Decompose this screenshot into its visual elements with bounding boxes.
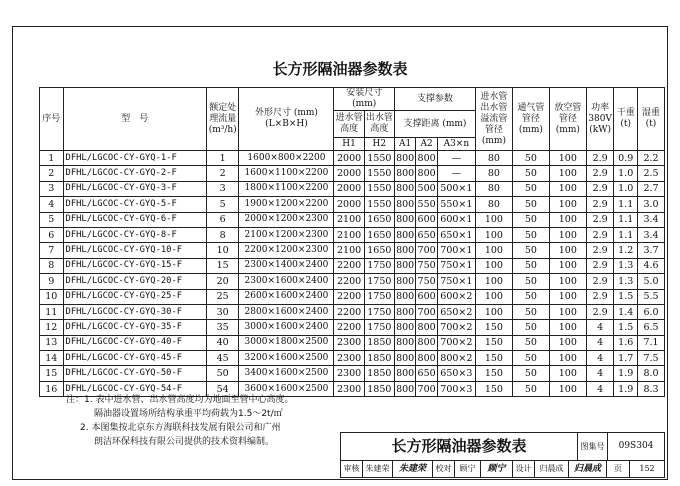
cell-a3: 650×3 — [437, 366, 475, 381]
cell-h2: 1850 — [364, 335, 394, 350]
cell-h1: 2200 — [334, 320, 364, 335]
cell-drain: 100 — [549, 304, 586, 319]
cell-a2: 600 — [416, 212, 437, 227]
table-row — [40, 197, 665, 212]
cell-dims: 2300×1400×2400 — [239, 258, 334, 273]
cell-h2: 1850 — [364, 351, 394, 366]
cell-a3: 500×1 — [437, 181, 475, 196]
cell-dims: 3200×1600×2500 — [239, 351, 334, 366]
cell-dry: 1.5 — [614, 320, 638, 335]
cell-flow: 5 — [206, 197, 238, 212]
cell-model: DFHL/LGCOC-CY-GYQ-35-F — [63, 320, 206, 335]
cell-h2: 1750 — [364, 274, 394, 289]
header-h1: H1 — [334, 138, 364, 151]
cell-a2: 750 — [416, 274, 437, 289]
cell-a3: — — [437, 151, 475, 166]
cell-dry: 1.9 — [614, 381, 638, 396]
cell-a3: 550×1 — [437, 197, 475, 212]
cell-vent: 50 — [512, 335, 549, 350]
cell-model: DFHL/LGCOC-CY-GYQ-45-F — [63, 351, 206, 366]
cell-vent: 50 — [512, 181, 549, 196]
cell-h2: 1650 — [364, 243, 394, 258]
cell-power: 4 — [586, 335, 614, 350]
cell-wet: 3.0 — [638, 197, 665, 212]
cell-model: DFHL/LGCOC-CY-GYQ-20-F — [63, 274, 206, 289]
cell-vent: 50 — [512, 243, 549, 258]
cell-flow: 45 — [206, 351, 238, 366]
cell-h2: 1650 — [364, 227, 394, 242]
cell-power: 4 — [586, 351, 614, 366]
cell-model: DFHL/LGCOC-CY-GYQ-50-F — [63, 366, 206, 381]
cell-flow: 8 — [206, 227, 238, 242]
cell-power: 2.9 — [586, 243, 614, 258]
cell-a2: 700 — [416, 243, 437, 258]
cell-dims: 1900×1200×2200 — [239, 197, 334, 212]
cell-a1: 800 — [394, 212, 415, 227]
cell-pipe: 100 — [475, 212, 512, 227]
cell-dims: 1800×1100×2200 — [239, 181, 334, 196]
cell-power: 2.9 — [586, 258, 614, 273]
cell-dry: 1.1 — [614, 227, 638, 242]
cell-wet: 8.0 — [638, 366, 665, 381]
cell-wet: 3.4 — [638, 212, 665, 227]
header-dry: 干重 (t) — [614, 88, 638, 151]
cell-no: 9 — [40, 274, 64, 289]
cell-h1: 2000 — [334, 181, 364, 196]
cell-flow: 15 — [206, 258, 238, 273]
cell-drain: 100 — [549, 181, 586, 196]
cell-a3: 700×1 — [437, 243, 475, 258]
cell-no: 7 — [40, 243, 64, 258]
cell-a3: 800×2 — [437, 351, 475, 366]
cell-model: DFHL/LGCOC-CY-GYQ-10-F — [63, 243, 206, 258]
cell-dims: 1600×800×2200 — [239, 151, 334, 166]
title-block-signatures — [341, 461, 664, 477]
header-support-distance: 支撑距离 (mm) — [394, 111, 475, 138]
cell-wet: 5.0 — [638, 274, 665, 289]
cell-no: 2 — [40, 166, 64, 181]
cell-h2: 1750 — [364, 320, 394, 335]
page-label: 页 — [607, 461, 630, 477]
cell-dry: 1.7 — [614, 351, 638, 366]
cell-no: 5 — [40, 212, 64, 227]
cell-dry: 1.9 — [614, 366, 638, 381]
table-row — [40, 289, 665, 304]
cell-model: DFHL/LGCOC-CY-GYQ-1-F — [63, 151, 206, 166]
cell-pipe: 100 — [475, 258, 512, 273]
cell-dry: 1.3 — [614, 258, 638, 273]
cell-dry: 1.6 — [614, 335, 638, 350]
cell-a1: 800 — [394, 381, 415, 396]
cell-no: 4 — [40, 197, 64, 212]
cell-no: 11 — [40, 304, 64, 319]
cell-pipe: 80 — [475, 166, 512, 181]
cell-wet: 2.7 — [638, 181, 665, 196]
cell-pipe: 100 — [475, 274, 512, 289]
cell-vent: 50 — [512, 289, 549, 304]
cell-a1: 800 — [394, 274, 415, 289]
cell-model: DFHL/LGCOC-CY-GYQ-6-F — [63, 212, 206, 227]
cell-h1: 2000 — [334, 197, 364, 212]
cell-dry: 1.0 — [614, 166, 638, 181]
designer-name: 归晨成 — [535, 461, 569, 477]
cell-h2: 1650 — [364, 212, 394, 227]
cell-pipe: 80 — [475, 181, 512, 196]
cell-h1: 2200 — [334, 258, 364, 273]
atlas-label: 图集号 — [578, 433, 608, 461]
cell-a2: 650 — [416, 227, 437, 242]
cell-a2: 750 — [416, 258, 437, 273]
cell-wet: 2.5 — [638, 166, 665, 181]
atlas-number: 09S304 — [608, 433, 664, 461]
cell-a1: 800 — [394, 166, 415, 181]
cell-no: 1 — [40, 151, 64, 166]
cell-pipe: 100 — [475, 289, 512, 304]
cell-wet: 3.4 — [638, 227, 665, 242]
cell-power: 2.9 — [586, 274, 614, 289]
cell-power: 2.9 — [586, 289, 614, 304]
cell-a2: 650 — [416, 366, 437, 381]
header-outlet-height: 出水管高度 — [364, 111, 394, 138]
cell-flow: 1 — [206, 151, 238, 166]
cell-h2: 1750 — [364, 304, 394, 319]
page-number: 152 — [639, 464, 655, 473]
cell-dims: 3400×1600×2500 — [239, 366, 334, 381]
cell-a1: 800 — [394, 320, 415, 335]
note-2: 2. 本图集按北京东方海联科技发展有限公司和广州 — [80, 423, 281, 433]
cell-flow: 25 — [206, 289, 238, 304]
cell-vent: 50 — [512, 274, 549, 289]
cell-pipe: 150 — [475, 320, 512, 335]
cell-flow: 2 — [206, 166, 238, 181]
cell-a3: — — [437, 166, 475, 181]
cell-wet: 7.5 — [638, 351, 665, 366]
cell-pipe: 100 — [475, 227, 512, 242]
cell-vent: 50 — [512, 381, 549, 396]
cell-flow: 10 — [206, 243, 238, 258]
cell-flow: 50 — [206, 366, 238, 381]
cell-drain: 100 — [549, 289, 586, 304]
cell-a1: 800 — [394, 258, 415, 273]
cell-drain: 100 — [549, 381, 586, 396]
cell-pipe: 80 — [475, 197, 512, 212]
cell-h1: 2300 — [334, 381, 364, 396]
header-no: 序号 — [40, 88, 64, 151]
cell-h1: 2100 — [334, 212, 364, 227]
cell-wet: 5.5 — [638, 289, 665, 304]
cell-h1: 2300 — [334, 351, 364, 366]
cell-a2: 800 — [416, 166, 437, 181]
cell-dims: 3600×1600×2500 — [239, 381, 334, 396]
cell-wet: 7.1 — [638, 335, 665, 350]
cell-model: DFHL/LGCOC-CY-GYQ-40-F — [63, 335, 206, 350]
table-row — [40, 320, 665, 335]
cell-a3: 600×1 — [437, 212, 475, 227]
cell-a1: 800 — [394, 227, 415, 242]
cell-model: DFHL/LGCOC-CY-GYQ-2-F — [63, 166, 206, 181]
header-pipe: 进水管出水管溢流管管径 (mm) — [475, 88, 512, 151]
cell-a3: 750×1 — [437, 258, 475, 273]
cell-a3: 700×2 — [437, 320, 475, 335]
cell-power: 2.9 — [586, 197, 614, 212]
cell-power: 2.9 — [586, 212, 614, 227]
cell-dry: 1.0 — [614, 181, 638, 196]
cell-a2: 550 — [416, 197, 437, 212]
cell-vent: 50 — [512, 258, 549, 273]
cell-power: 2.9 — [586, 304, 614, 319]
cell-h2: 1850 — [364, 366, 394, 381]
cell-pipe: 150 — [475, 351, 512, 366]
table-row — [40, 212, 665, 227]
cell-drain: 100 — [549, 243, 586, 258]
cell-model: DFHL/LGCOC-CY-GYQ-25-F — [63, 289, 206, 304]
cell-h2: 1750 — [364, 258, 394, 273]
cell-drain: 100 — [549, 320, 586, 335]
page-title: 长方形隔油器参数表 — [272, 60, 408, 78]
proof-label: 校对 — [433, 461, 455, 477]
cell-h1: 2200 — [334, 304, 364, 319]
cell-vent: 50 — [512, 166, 549, 181]
cell-model: DFHL/LGCOC-CY-GYQ-3-F — [63, 181, 206, 196]
cell-model: DFHL/LGCOC-CY-GYQ-15-F — [63, 258, 206, 273]
header-install: 安装尺寸 (mm) — [334, 88, 395, 111]
cell-flow: 54 — [206, 381, 238, 396]
cell-power: 4 — [586, 320, 614, 335]
cell-wet: 3.7 — [638, 243, 665, 258]
note-1: 1. 表中进水管、出水管高度均为地面至管中心高度。 — [84, 395, 294, 405]
cell-a3: 600×2 — [437, 289, 475, 304]
cell-no: 15 — [40, 366, 64, 381]
header-vent: 通气管管径 (mm) — [512, 88, 549, 151]
design-label: 设计 — [513, 461, 535, 477]
cell-drain: 100 — [549, 227, 586, 242]
cell-drain: 100 — [549, 197, 586, 212]
cell-vent: 50 — [512, 197, 549, 212]
cell-a3: 650×1 — [437, 227, 475, 242]
cell-a1: 800 — [394, 335, 415, 350]
table-row — [40, 274, 665, 289]
cell-pipe: 150 — [475, 381, 512, 396]
cell-drain: 100 — [549, 151, 586, 166]
notes-label: 注： — [66, 395, 85, 405]
cell-a2: 700 — [416, 381, 437, 396]
cell-a3: 650×2 — [437, 304, 475, 319]
header-flow: 额定处理流量 (m³/h) — [206, 88, 238, 151]
cell-h1: 2200 — [334, 289, 364, 304]
cell-flow: 6 — [206, 212, 238, 227]
cell-power: 2.9 — [586, 227, 614, 242]
cell-h2: 1550 — [364, 181, 394, 196]
cell-no: 3 — [40, 181, 64, 196]
header-inlet-height: 进水管高度 — [334, 111, 364, 138]
cell-a1: 800 — [394, 181, 415, 196]
cell-wet: 2.2 — [638, 151, 665, 166]
cell-a2: 800 — [416, 351, 437, 366]
cell-power: 4 — [586, 366, 614, 381]
cell-vent: 50 — [512, 227, 549, 242]
cell-dims: 3000×1800×2500 — [239, 335, 334, 350]
header-model: 型 号 — [63, 88, 206, 151]
proofer-signature: 顾宁 — [481, 461, 513, 477]
cell-wet: 8.3 — [638, 381, 665, 396]
cell-dry: 1.5 — [614, 289, 638, 304]
cell-a3: 700×3 — [437, 381, 475, 396]
cell-no: 6 — [40, 227, 64, 242]
cell-no: 13 — [40, 335, 64, 350]
cell-drain: 100 — [549, 335, 586, 350]
cell-a1: 800 — [394, 289, 415, 304]
table-row — [40, 366, 665, 381]
cell-a1: 800 — [394, 304, 415, 319]
cell-dims: 3000×1600×2400 — [239, 320, 334, 335]
cell-a2: 600 — [416, 289, 437, 304]
cell-h2: 1850 — [364, 381, 394, 396]
cell-vent: 50 — [512, 366, 549, 381]
cell-no: 8 — [40, 258, 64, 273]
cell-a1: 800 — [394, 243, 415, 258]
cell-a1: 800 — [394, 151, 415, 166]
cell-pipe: 100 — [475, 243, 512, 258]
cell-dry: 0.9 — [614, 151, 638, 166]
cell-model: DFHL/LGCOC-CY-GYQ-54-F — [63, 381, 206, 396]
cell-model: DFHL/LGCOC-CY-GYQ-5-F — [63, 197, 206, 212]
cell-dims: 2200×1200×2300 — [239, 243, 334, 258]
cell-wet: 6.5 — [638, 320, 665, 335]
cell-vent: 50 — [512, 151, 549, 166]
cell-pipe: 80 — [475, 151, 512, 166]
cell-vent: 50 — [512, 351, 549, 366]
note-2b: 朗洁环保科技有限公司提供的技术资料编制。 — [94, 437, 275, 447]
cell-dims: 2100×1200×2300 — [239, 227, 334, 242]
cell-vent: 50 — [512, 212, 549, 227]
table-row — [40, 151, 665, 166]
header-a2: A2 — [416, 138, 437, 151]
cell-vent: 50 — [512, 320, 549, 335]
reviewer-name: 朱建荣 — [363, 461, 393, 477]
cell-a1: 800 — [394, 366, 415, 381]
cell-dims: 2300×1600×2400 — [239, 274, 334, 289]
cell-a2: 700 — [416, 304, 437, 319]
cell-power: 2.9 — [586, 181, 614, 196]
cell-pipe: 100 — [475, 304, 512, 319]
cell-wet: 6.0 — [638, 304, 665, 319]
table-row — [40, 258, 665, 273]
cell-h1: 2300 — [334, 366, 364, 381]
cell-flow: 3 — [206, 181, 238, 196]
review-label: 审核 — [341, 461, 363, 477]
cell-h2: 1750 — [364, 289, 394, 304]
parameter-table — [39, 87, 665, 397]
cell-h1: 2100 — [334, 227, 364, 242]
cell-drain: 100 — [549, 351, 586, 366]
cell-h1: 2300 — [334, 335, 364, 350]
cell-a1: 800 — [394, 351, 415, 366]
table-row — [40, 351, 665, 366]
notes — [66, 393, 293, 449]
cell-no: 12 — [40, 320, 64, 335]
cell-dry: 1.1 — [614, 212, 638, 227]
cell-flow: 20 — [206, 274, 238, 289]
cell-a3: 750×1 — [437, 274, 475, 289]
cell-a2: 800 — [416, 151, 437, 166]
cell-h2: 1550 — [364, 197, 394, 212]
cell-h1: 2000 — [334, 166, 364, 181]
table-row — [40, 243, 665, 258]
note-1b: 隔油器设置场所结构承重平均荷载为1.5～2t/㎡ — [94, 409, 283, 419]
header-wet: 湿重 (t) — [638, 88, 665, 151]
table-row — [40, 166, 665, 181]
cell-wet: 4.6 — [638, 258, 665, 273]
cell-dims: 2800×1600×2400 — [239, 304, 334, 319]
header-drain: 放空管管径 (mm) — [549, 88, 586, 151]
cell-power: 2.9 — [586, 166, 614, 181]
cell-h1: 2100 — [334, 243, 364, 258]
header-support: 支撑参数 — [394, 88, 475, 111]
cell-power: 2.9 — [586, 151, 614, 166]
table-row — [40, 181, 665, 196]
title-block — [340, 432, 665, 478]
cell-model: DFHL/LGCOC-CY-GYQ-30-F — [63, 304, 206, 319]
cell-dry: 1.4 — [614, 304, 638, 319]
cell-pipe: 150 — [475, 335, 512, 350]
cell-drain: 100 — [549, 366, 586, 381]
cell-h1: 2200 — [334, 274, 364, 289]
table-row — [40, 304, 665, 319]
cell-flow: 30 — [206, 304, 238, 319]
cell-flow: 35 — [206, 320, 238, 335]
reviewer-signature: 朱建荣 — [393, 461, 433, 477]
cell-dry: 1.1 — [614, 197, 638, 212]
header-a1: A1 — [394, 138, 415, 151]
cell-dry: 1.2 — [614, 243, 638, 258]
header-h2: H2 — [364, 138, 394, 151]
cell-drain: 100 — [549, 258, 586, 273]
header-a3: A3×n — [437, 138, 475, 151]
cell-h1: 2000 — [334, 151, 364, 166]
cell-drain: 100 — [549, 274, 586, 289]
cell-a2: 800 — [416, 335, 437, 350]
title-block-title: 长方形隔油器参数表 — [341, 433, 578, 461]
cell-pipe: 150 — [475, 366, 512, 381]
header-dims: 外形尺寸 (mm) (L×B×H) — [239, 88, 334, 151]
cell-a1: 800 — [394, 197, 415, 212]
cell-no: 16 — [40, 381, 64, 396]
cell-no: 10 — [40, 289, 64, 304]
table-row — [40, 227, 665, 242]
cell-drain: 100 — [549, 212, 586, 227]
table-row — [40, 335, 665, 350]
cell-dims: 1600×1100×2200 — [239, 166, 334, 181]
cell-flow: 40 — [206, 335, 238, 350]
cell-dims: 2000×1200×2300 — [239, 212, 334, 227]
proofer-name: 顾宁 — [455, 461, 481, 477]
cell-no: 14 — [40, 351, 64, 366]
header-power: 功率380V (kW) — [586, 88, 614, 151]
cell-dry: 1.3 — [614, 274, 638, 289]
designer-signature: 归晨成 — [569, 461, 607, 477]
cell-a3: 700×2 — [437, 335, 475, 350]
cell-a2: 500 — [416, 181, 437, 196]
cell-h2: 1550 — [364, 166, 394, 181]
cell-a2: 800 — [416, 320, 437, 335]
cell-drain: 100 — [549, 166, 586, 181]
cell-power: 4 — [586, 381, 614, 396]
cell-h2: 1550 — [364, 151, 394, 166]
cell-model: DFHL/LGCOC-CY-GYQ-8-F — [63, 227, 206, 242]
cell-dims: 2600×1600×2400 — [239, 289, 334, 304]
cell-vent: 50 — [512, 304, 549, 319]
